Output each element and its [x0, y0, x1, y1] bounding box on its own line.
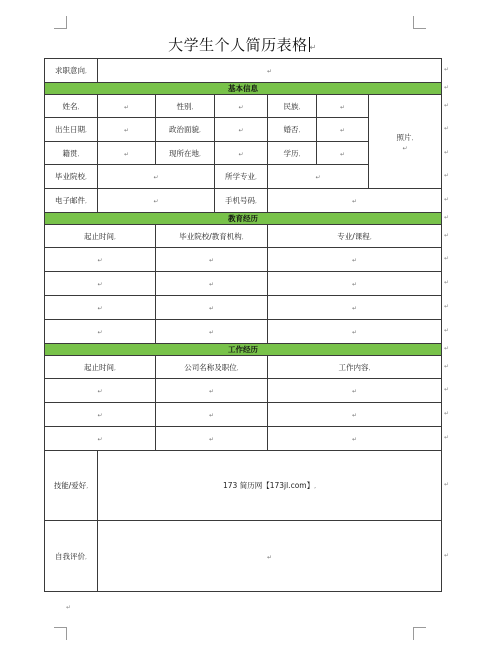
- work-header-content: 工作内容,: [268, 356, 442, 379]
- work-content-cell[interactable]: ↵: [268, 427, 442, 451]
- email-value[interactable]: ↵: [98, 189, 215, 213]
- title-text: 大学生个人简历表格: [168, 36, 308, 54]
- row-end-mark-icon: ↵: [444, 434, 450, 441]
- row-end-mark-icon: ↵: [444, 231, 450, 239]
- work-period-cell[interactable]: ↵: [45, 427, 156, 451]
- education-level-value[interactable]: ↵: [317, 142, 369, 165]
- crop-mark-top-left: [54, 16, 67, 29]
- row-end-mark-icon: ↵: [444, 551, 450, 559]
- education-major-cell[interactable]: ↵: [268, 248, 442, 272]
- native-place-label: 籍贯,: [45, 142, 98, 165]
- work-company-cell[interactable]: ↵: [156, 403, 268, 427]
- row-end-mark-icon: ↵: [444, 410, 450, 417]
- name-value[interactable]: ↵: [98, 95, 156, 118]
- phone-value[interactable]: ↵: [268, 189, 442, 213]
- work-header-period: 起止时间,: [45, 356, 156, 379]
- document-title[interactable]: [44, 34, 441, 55]
- phone-label: 手机号码,: [215, 189, 268, 213]
- work-row: [45, 427, 442, 451]
- work-company-cell[interactable]: ↵: [156, 379, 268, 403]
- work-row: [45, 403, 442, 427]
- birthdate-label: 出生日期,: [45, 118, 98, 142]
- work-header-company: 公司名称及职位,: [156, 356, 268, 379]
- education-school-cell[interactable]: ↵: [156, 248, 268, 272]
- row-end-mark-icon: ↵: [444, 196, 450, 203]
- education-row: [45, 272, 442, 296]
- ethnicity-label: 民族,: [268, 95, 317, 118]
- gender-value[interactable]: ↵: [215, 95, 268, 118]
- row-end-mark-icon: ↵: [444, 279, 450, 286]
- row-end-mark-icon: ↵: [444, 386, 450, 393]
- work-period-cell[interactable]: ↵: [45, 403, 156, 427]
- row-end-mark-icon: ↵: [444, 362, 450, 370]
- political-status-label: 政治面貌,: [156, 118, 215, 142]
- row-end-mark-icon: ↵: [444, 303, 450, 310]
- work-content-cell[interactable]: ↵: [268, 403, 442, 427]
- education-period-cell[interactable]: ↵: [45, 320, 156, 344]
- gender-label: 性别,: [156, 95, 215, 118]
- education-school-cell[interactable]: ↵: [156, 296, 268, 320]
- work-period-cell[interactable]: ↵: [45, 379, 156, 403]
- education-header-period: 起止时间,: [45, 225, 156, 248]
- section-basic-info: 基本信息: [45, 83, 442, 95]
- education-header-major: 专业/课程,: [268, 225, 442, 248]
- crop-mark-bottom-left: [54, 627, 67, 640]
- row-end-mark-icon: ↵: [444, 255, 450, 262]
- row-end-mark-icon: ↵: [444, 345, 450, 352]
- row-end-mark-icon: ↵: [444, 148, 450, 156]
- skills-value[interactable]: 173 简历网【173jl.com】,: [98, 451, 442, 521]
- section-work: 工作经历: [45, 344, 442, 356]
- education-major-cell[interactable]: ↵: [268, 272, 442, 296]
- education-header-school: 毕业院校/教育机构,: [156, 225, 268, 248]
- work-company-cell[interactable]: ↵: [156, 427, 268, 451]
- education-row: [45, 248, 442, 272]
- row-end-mark-icon: ↵: [444, 214, 450, 221]
- current-residence-label: 现所在地,: [156, 142, 215, 165]
- section-education: 教育经历: [45, 213, 442, 225]
- row-end-mark-icon: ↵: [444, 125, 450, 132]
- education-period-cell[interactable]: ↵: [45, 296, 156, 320]
- ethnicity-value[interactable]: ↵: [317, 95, 369, 118]
- political-status-value[interactable]: ↵: [215, 118, 268, 142]
- name-label: 姓名,: [45, 95, 98, 118]
- job-target-label: 求职意向,: [45, 59, 98, 83]
- row-end-mark-icon: ↵: [444, 327, 450, 334]
- crop-mark-bottom-right: [413, 627, 426, 640]
- education-period-cell[interactable]: ↵: [45, 248, 156, 272]
- major-value[interactable]: ↵: [268, 165, 369, 189]
- self-eval-value[interactable]: ↵: [98, 521, 442, 592]
- crop-mark-top-right: [413, 16, 426, 29]
- work-row: [45, 379, 442, 403]
- education-major-cell[interactable]: ↵: [268, 296, 442, 320]
- resume-table: [44, 58, 442, 592]
- graduate-school-value[interactable]: ↵: [98, 165, 215, 189]
- work-content-cell[interactable]: ↵: [268, 379, 442, 403]
- row-end-mark-icon: ↵: [444, 481, 450, 488]
- paragraph-mark-icon: ↵: [66, 604, 72, 611]
- row-end-mark-icon: ↵: [444, 84, 450, 91]
- skills-label: 技能/爱好,: [45, 451, 98, 521]
- education-period-cell[interactable]: ↵: [45, 272, 156, 296]
- row-end-mark-icon: ↵: [444, 66, 450, 73]
- marital-status-label: 婚否,: [268, 118, 317, 142]
- native-place-value[interactable]: ↵: [98, 142, 156, 165]
- row-end-mark-icon: ↵: [444, 172, 450, 179]
- self-eval-label: 自我评价,: [45, 521, 98, 592]
- marital-status-value[interactable]: ↵: [317, 118, 369, 142]
- education-major-cell[interactable]: ↵: [268, 320, 442, 344]
- education-row: [45, 320, 442, 344]
- education-school-cell[interactable]: ↵: [156, 320, 268, 344]
- education-level-label: 学历,: [268, 142, 317, 165]
- row-end-mark-icon: ↵: [444, 101, 450, 109]
- photo-cell[interactable]: 照片, ↵: [369, 95, 442, 189]
- birthdate-value[interactable]: ↵: [98, 118, 156, 142]
- education-row: [45, 296, 442, 320]
- job-target-value[interactable]: ↵: [98, 59, 442, 83]
- email-label: 电子邮件,: [45, 189, 98, 213]
- education-school-cell[interactable]: ↵: [156, 272, 268, 296]
- major-label: 所学专业,: [215, 165, 268, 189]
- current-residence-value[interactable]: ↵: [215, 142, 268, 165]
- paragraph-mark-icon: ↵: [309, 43, 317, 52]
- graduate-school-label: 毕业院校,: [45, 165, 98, 189]
